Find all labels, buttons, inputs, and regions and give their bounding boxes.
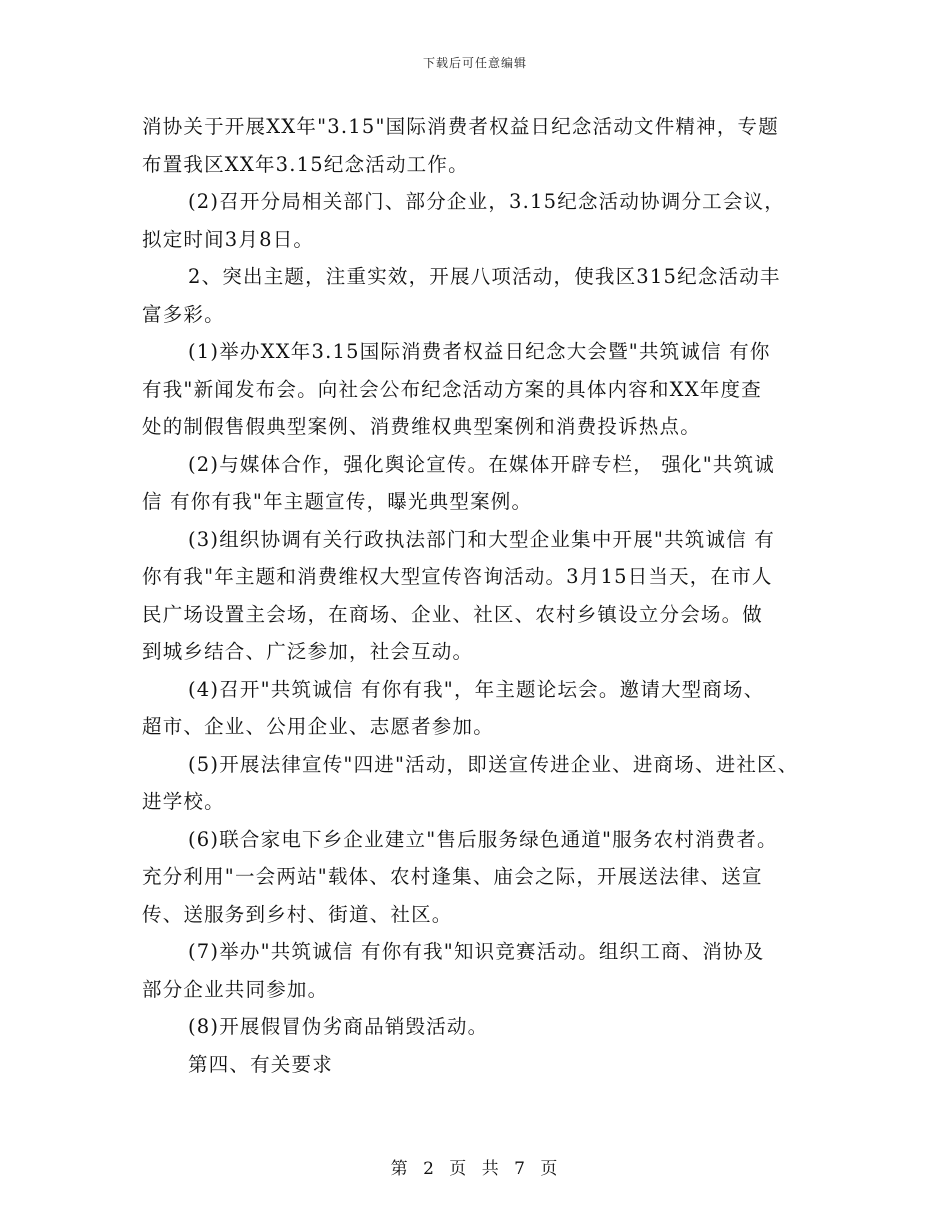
- text-line: 进学校。: [142, 790, 225, 813]
- text-line: 处的制假售假典型案例、消费维权典型案例和消费投诉热点。: [142, 415, 701, 438]
- text-line: 消协关于开展XX年"3.15"国际消费者权益日纪念活动文件精神，专题: [142, 115, 779, 138]
- text-line: (2)召开分局相关部门、部分企业，3.15纪念活动协调分工会议，: [188, 190, 785, 213]
- text-line: (2)与媒体合作，强化舆论宣传。在媒体开辟专栏， 强化"共筑诚: [188, 452, 775, 476]
- text-line: 2、突出主题，注重实效，开展八项活动，使我区315纪念活动丰: [188, 265, 781, 288]
- text-line: (8)开展假冒伪劣商品销毁活动。: [188, 1015, 489, 1038]
- text-line: 你有我"年主题和消费维权大型宣传咨询活动。3月15日当天，在市人: [142, 565, 773, 588]
- text-line: 传、送服务到乡村、街道、社区。: [142, 902, 453, 926]
- text-line: 信 有你有我"年主题宣传，曝光典型案例。: [142, 490, 533, 513]
- page-header: 下载后可任意编辑: [422, 56, 527, 70]
- text-line: 拟定时间3月8日。: [142, 227, 315, 251]
- text-line: 布置我区XX年3.15纪念活动工作。: [142, 152, 469, 176]
- text-line: (3)组织协调有关行政执法部门和大型企业集中开展"共筑诚信 有: [188, 527, 775, 551]
- text-line: 民广场设置主会场，在商场、企业、社区、农村乡镇设立分会场。做: [142, 602, 764, 626]
- text-line: 有我"新闻发布会。向社会公布纪念活动方案的具体内容和XX年度查: [142, 377, 762, 401]
- text-line: 超市、企业、公用企业、志愿者参加。: [142, 715, 494, 738]
- text-line: 充分利用"一会两站"载体、农村逢集、庙会之际，开展送法律、送宣: [142, 865, 763, 888]
- document-body: [142, 108, 832, 1083]
- text-line: (1)举办XX年3.15国际消费者权益日纪念大会暨"共筑诚信 有你: [188, 340, 771, 363]
- page-footer: 第 2 页 共 7 页: [390, 1159, 560, 1179]
- text-line: 到城乡结合、广泛参加，社会互动。: [142, 640, 474, 663]
- text-line: (6)联合家电下乡企业建立"售后服务绿色通道"服务农村消费者。: [188, 827, 778, 851]
- text-line: 第四、有关要求: [188, 1052, 333, 1076]
- text-line: (4)召开"共筑诚信 有你有我"，年主题论坛会。邀请大型商场、: [188, 677, 765, 701]
- text-line: 富多彩。: [142, 302, 225, 326]
- text-line: (5)开展法律宣传"四进"活动，即送宣传进企业、进商场、进社区、: [188, 752, 799, 776]
- text-line: 部分企业共同参加。: [142, 977, 329, 1001]
- text-line: (7)举办"共筑诚信 有你有我"知识竞赛活动。组织工商、消协及: [188, 940, 765, 963]
